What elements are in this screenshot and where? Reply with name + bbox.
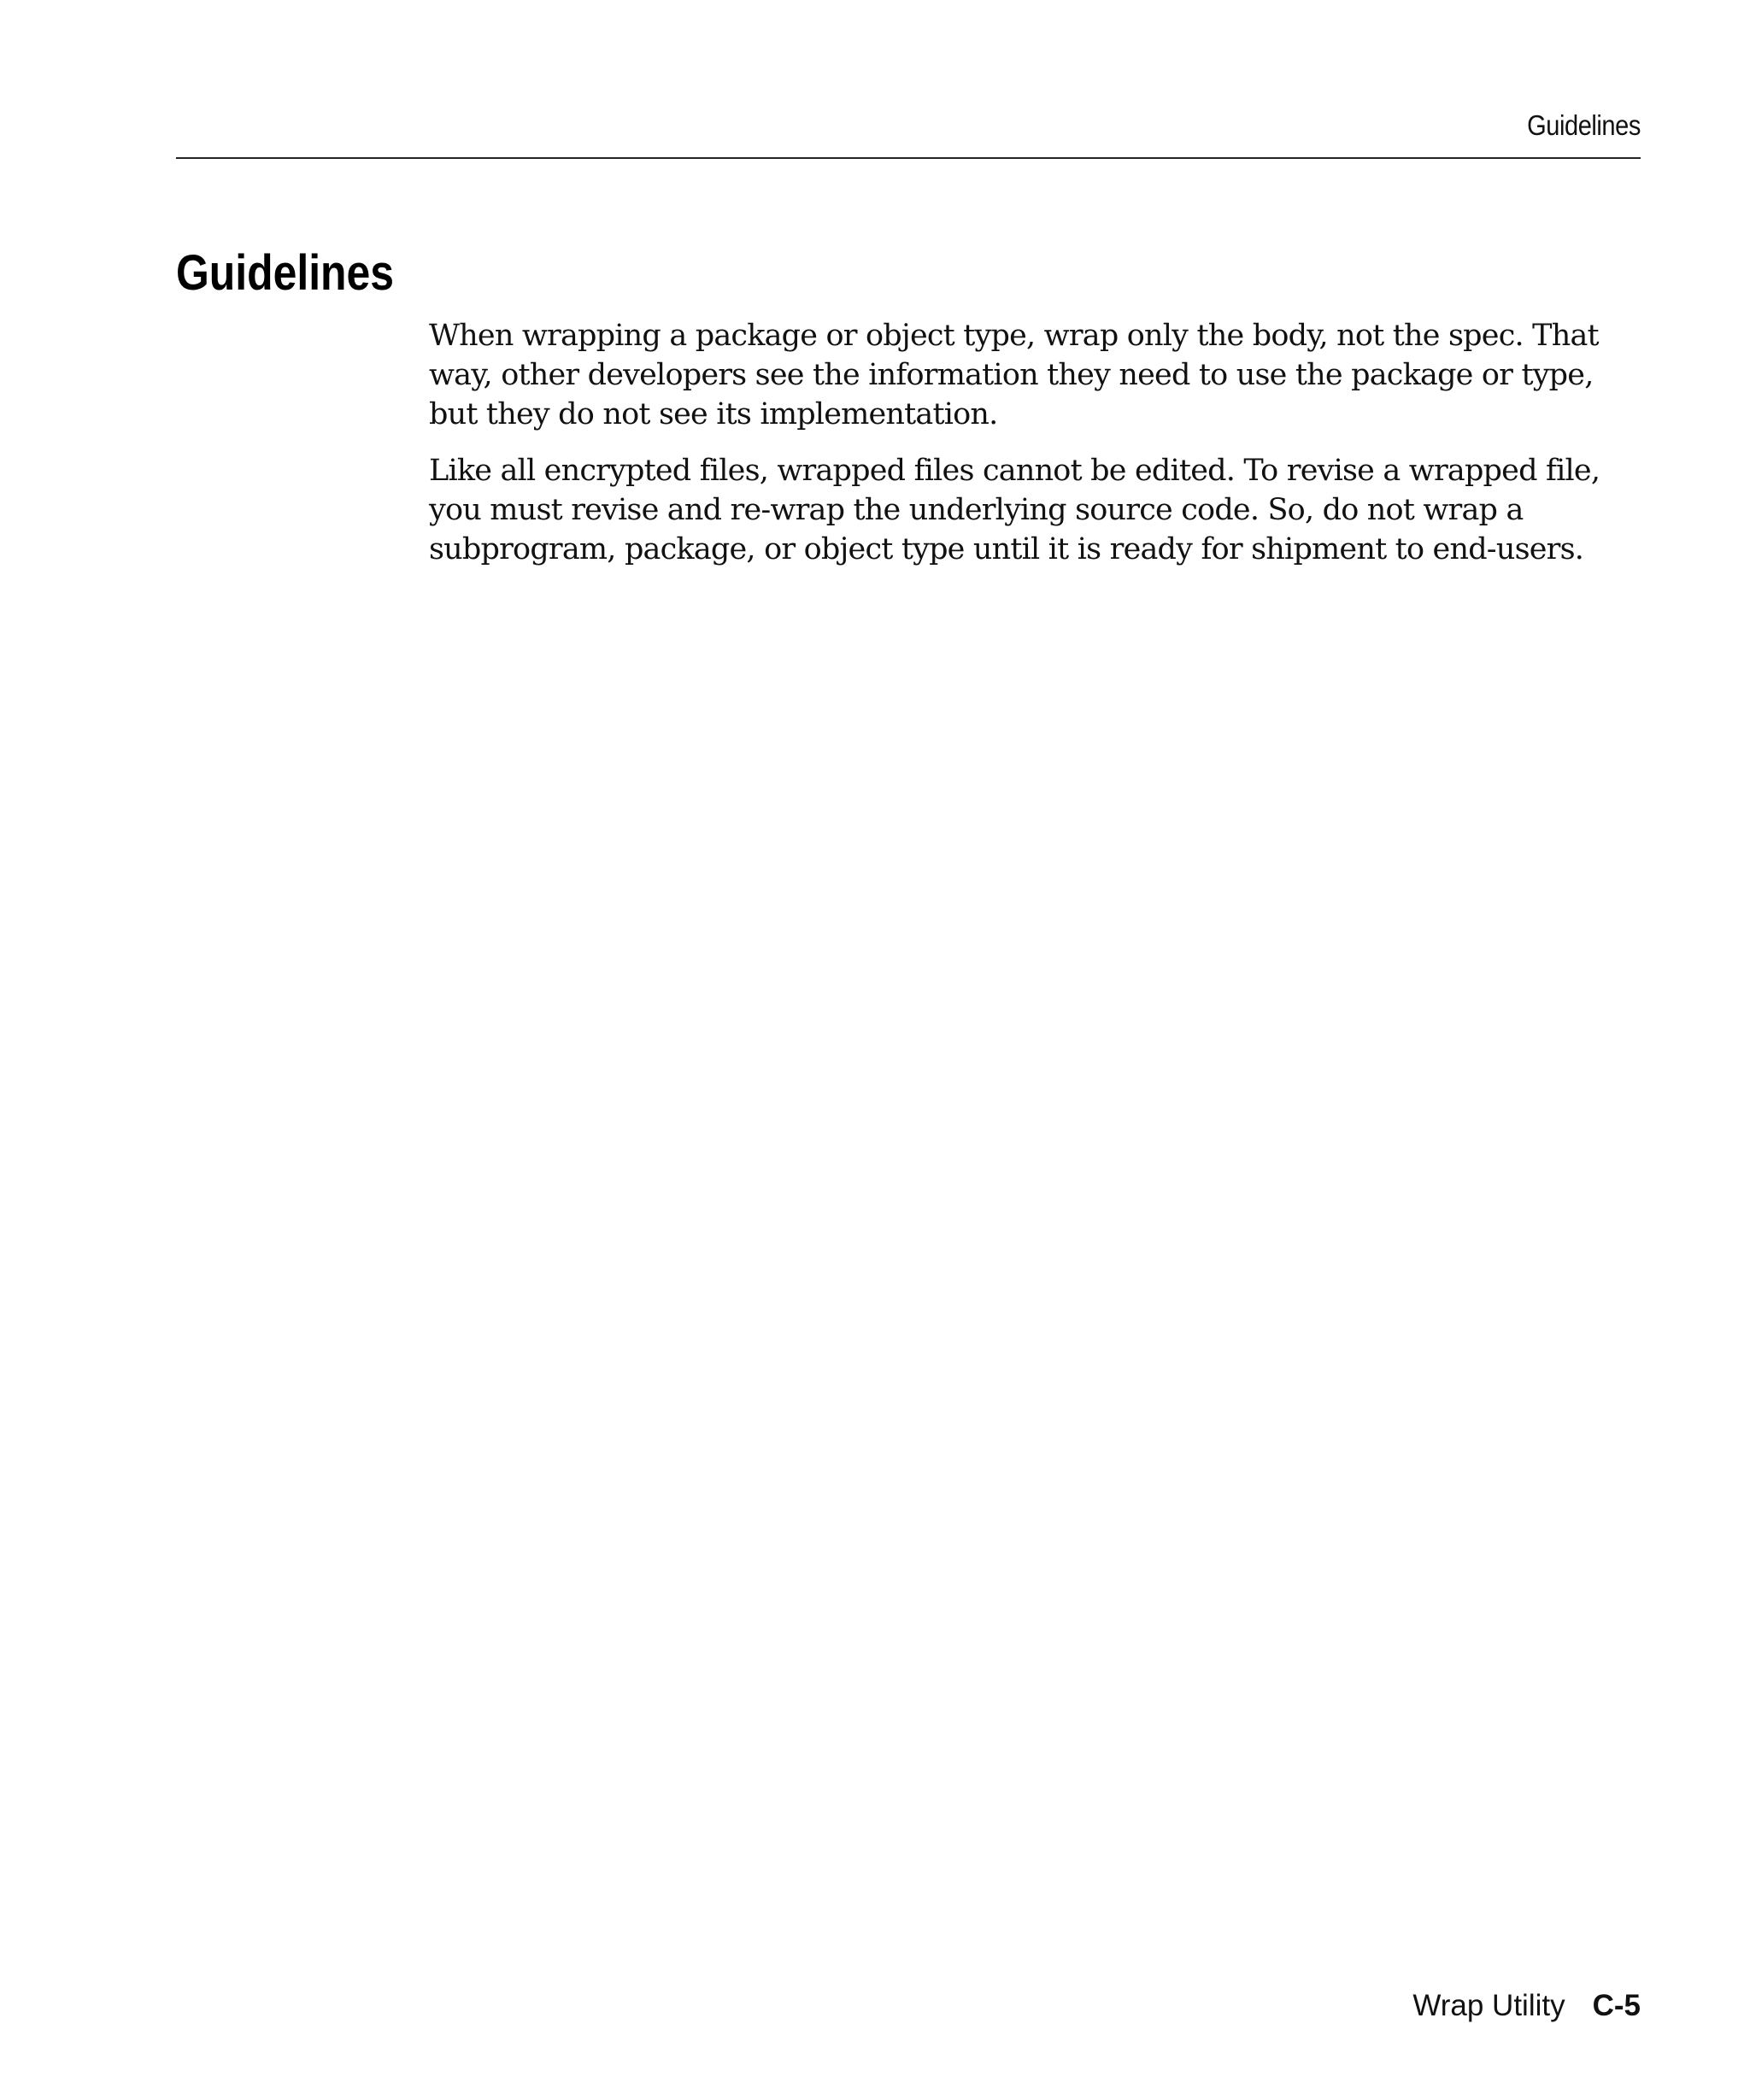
running-header xyxy=(176,106,1641,159)
section-body xyxy=(429,316,1642,586)
section-title: Guidelines xyxy=(176,245,395,301)
body-paragraph-2: Like all encrypted files, wrapped files cannot be edited. To revise a wrapped file, you must revise and re-wrap the underlying source code. So, do not wrap a subprogram, package, or object type until it is ready for shipment to end-users. xyxy=(429,454,1600,566)
footer-chapter-title: Wrap Utility xyxy=(1412,1989,1565,2022)
body-paragraph-1: When wrapping a package or object type, wrap only the body, not the spec. That way, other developers see the information they need to use the package or type, but they do not see its implementation. xyxy=(429,319,1599,431)
running-header-title: Guidelines xyxy=(1527,109,1641,141)
footer-page-number: C-5 xyxy=(1592,1989,1641,2022)
running-footer xyxy=(1412,1989,1641,2023)
